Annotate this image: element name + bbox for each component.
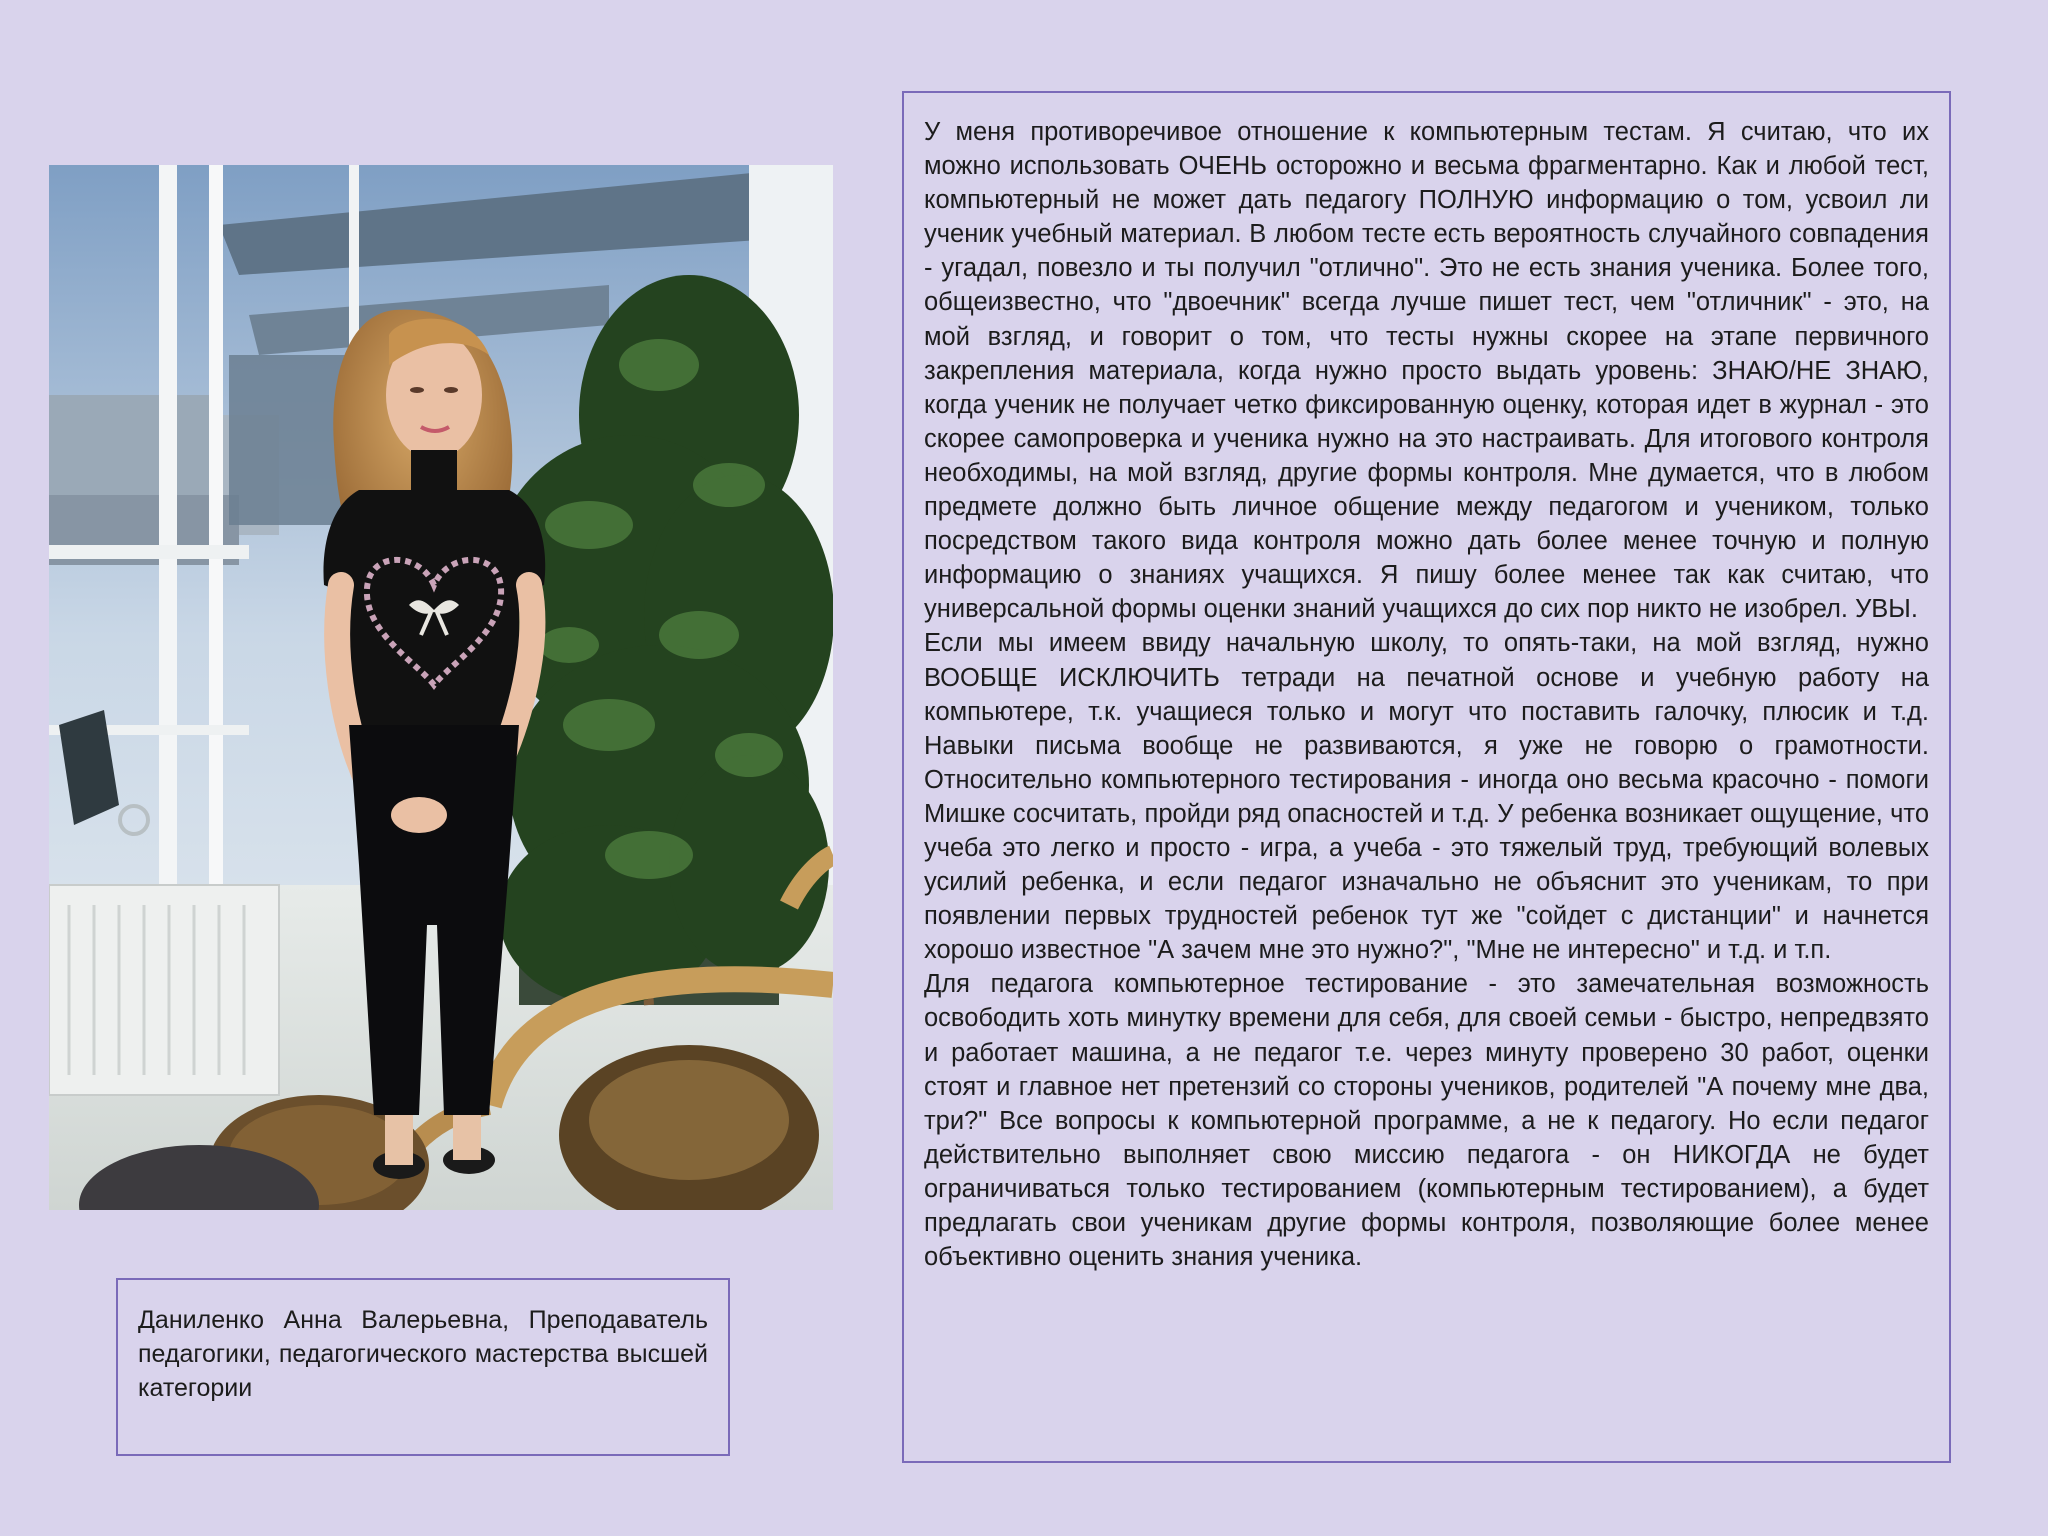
article-text-box bbox=[902, 91, 1951, 1463]
author-caption-box bbox=[116, 1278, 730, 1456]
article-paragraph-1: У меня противоречивое отношение к компьютерным тестам. Я считаю, что их можно использовать ОЧЕНЬ осторожно и весьма фрагментарно. Как и любой тест, компьютерный не может дать педагогу ПОЛНУЮ информацию о том, усвоил ли ученик учебный материал. В любом тесте есть вероятность случайного совпадения - угадал, повезло и ты получил "отлично". Это не есть знания ученика. Более того, общеизвестно, что "двоечник" всегда лучше пишет тест, чем "отличник" - это, на мой взгляд, и говорит о том, что тесты нужны скорее на этапе первичного закрепления материала, когда нужно просто выдать уровень: ЗНАЮ/НЕ ЗНАЮ, когда ученик не получает четко фиксированную оценку, которая идет в журнал - это скорее самопроверка и ученика нужно на это настраивать. Для итогового контроля необходимы, на мой взгляд, другие формы контроля. Мне думается, что в любом предмете должно быть личное общение между педагогом и учеником, только посредством такого вида контроля можно дать более менее точную и полную информацию о знаниях учащихся. Я пишу более менее так как считаю, что универсальной формы оценки знаний учащихся до сих пор никто не изобрел. УВЫ. bbox=[924, 118, 1929, 624]
article-paragraph-3: Для педагога компьютерное тестирование - это замечательная возможность освободить хоть минутку времени для себя, для своей семьи - быстро, непредвзято и работает машина, а не педагог т.е. через минуту проверено 30 работ, оценки стоят и главное нет претензий со стороны учеников, родителей "А почему мне два, три?" Все вопросы к компьютерной программе, а не к педагогу. Но если педагог действительно выполняет свою миссию педагога - он НИКОГДА не будет ограничиваться только тестированием (компьютерным тестированием), а будет предлагать свои ученикам другие формы контроля, позволяющие более менее объективно оценить знания ученика. bbox=[924, 970, 1929, 1272]
article-paragraph-2: Если мы имеем ввиду начальную школу, то опять-таки, на мой взгляд, нужно ВООБЩЕ ИСКЛЮЧИТЬ тетради на печатной основе и учебную работу на компьютере, т.к. учащиеся только и могут что поставить галочку, плюсик и т.д. Навыки письма вообще не развиваются, я уже не говорю о грамотности. Относительно компьютерного тестирования - иногда оно весьма красочно - помоги Мишке сосчитать, пройди ряд опасностей и т.д. У ребенка возникает ощущение, что учеба это легко и просто - игра, а учеба - это тяжелый труд, требующий волевых усилий ребенка, и если педагог изначально не объяснит это ученикам, то при появлении первых трудностей ребенок тут же "сойдет с дистанции" и начнется хорошо известное "А зачем мне это нужно?", "Мне не интересно" и т.д. и т.п. bbox=[924, 629, 1929, 965]
author-caption: Даниленко Анна Валерьевна, Преподаватель педагогики, педагогического мастерства высшей категории bbox=[138, 1306, 708, 1402]
teacher-photo bbox=[49, 165, 833, 1210]
